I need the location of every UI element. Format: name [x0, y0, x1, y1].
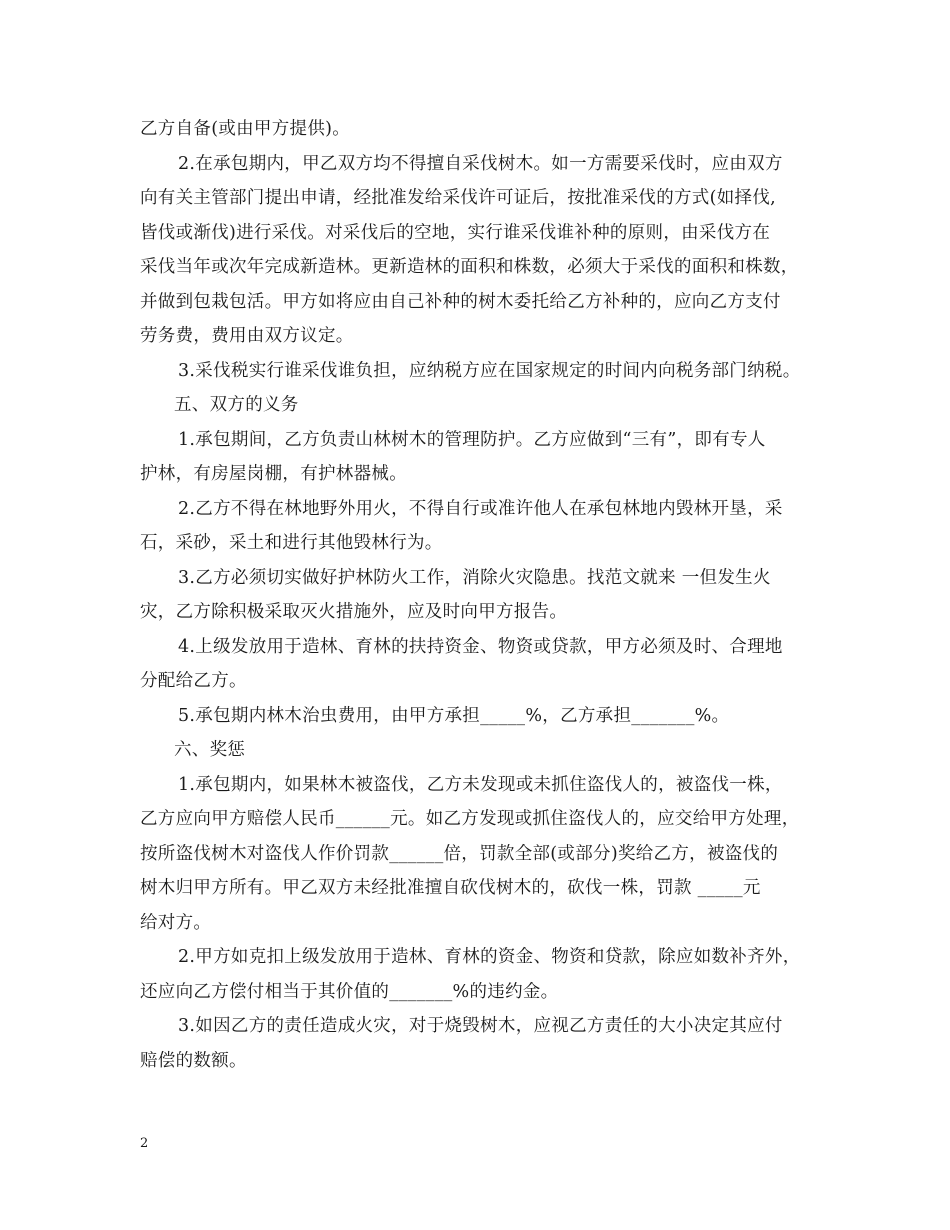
text-line: 1.承包期间，乙方负责山林树木的管理防护。乙方应做到“三有”，即有专人: [178, 429, 766, 450]
text-line: 护林，有房屋岗棚，有护林器械。: [140, 464, 407, 484]
text-line: 皆伐或渐伐)进行采伐。对采伐后的空地，实行谁采伐谁补种的原则，由采伐方在: [140, 222, 771, 243]
text-line: 树木归甲方所有。甲乙双方未经批准擅自砍伐树木的，砍伐一株，罚款 _____元: [140, 878, 761, 898]
page-number: 2: [140, 1136, 149, 1151]
text-line: 乙方自备(或由甲方提供)。: [140, 119, 351, 139]
text-line: 乙方应向甲方赔偿人民币______元。如乙方发现或抓住盗伐人的，应交给甲方处理，: [140, 809, 800, 829]
text-line: 1.承包期内，如果林木被盗伐，乙方未发现或未抓住盗伐人的，被盗伐一株，: [178, 774, 783, 795]
document-body: [140, 112, 830, 1078]
text-line: 采伐当年或次年完成新造林。更新造林的面积和株数，必须大于采伐的面积和株数，: [140, 257, 799, 277]
text-line: 3.采伐税实行谁采伐谁负担，应纳税方应在国家规定的时间内向税务部门纳税。: [178, 360, 801, 381]
text-line: 还应向乙方偿付相当于其价值的_______%的违约金。: [140, 981, 559, 1002]
text-line: 按所盗伐树木对盗伐人作价罚款______倍，罚款全部(或部分)奖给乙方，被盗伐的: [140, 843, 779, 864]
text-line: 3.乙方必须切实做好护林防火工作，消除火灾隐患。找范文就来 一但发生火: [178, 567, 771, 588]
text-line: 劳务费，费用由双方议定。: [140, 326, 354, 346]
section-heading: 五、双方的义务: [174, 395, 299, 415]
text-line: 2.甲方如克扣上级发放用于造林、育林的资金、物资和贷款，除应如数补齐外，: [178, 947, 801, 967]
text-line: 5.承包期内林木治虫费用，由甲方承担_____%，乙方承担_______%。: [178, 705, 730, 726]
text-line: 3.如因乙方的责任造成火灾，对于烧毁树木，应视乙方责任的大小决定其应付: [178, 1016, 783, 1036]
section-heading: 六、奖惩: [174, 740, 246, 760]
text-line: 4.上级发放用于造林、育林的扶持资金、物资或贷款，甲方必须及时、合理地: [178, 636, 783, 657]
text-line: 分配给乙方。: [140, 671, 247, 691]
text-line: 2.乙方不得在林地野外用火，不得自行或准许他人在承包林地内毁林开垦，采: [178, 498, 783, 519]
text-line: 石，采砂，采土和进行其他毁林行为。: [140, 533, 443, 553]
text-line: 向有关主管部门提出申请，经批准发给采伐许可证后，按批准采伐的方式(如择伐,: [140, 188, 776, 208]
text-line: 灾，乙方除积极采取灭火措施外，应及时向甲方报告。: [140, 602, 568, 622]
text-line: 2.在承包期内，甲乙双方均不得擅自采伐树木。如一方需要采伐时，应由双方: [178, 153, 783, 174]
text-line: 赔偿的数额。: [140, 1050, 247, 1071]
text-line: 给对方。: [140, 912, 212, 933]
text-line: 并做到包栽包活。甲方如将应由自己补种的树木委托给乙方补种的，应向乙方支付: [140, 291, 781, 312]
